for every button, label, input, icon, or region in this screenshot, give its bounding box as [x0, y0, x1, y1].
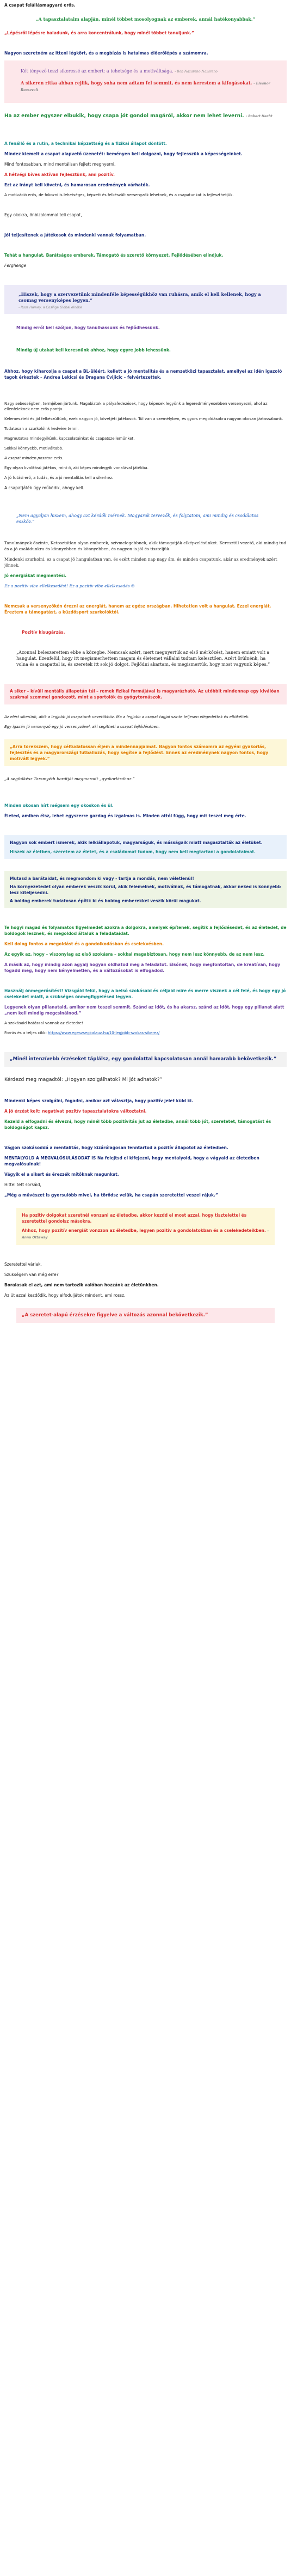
- quote-talent-author: - Bob Nazareno-Nazareno: [175, 70, 218, 74]
- source-link[interactable]: https://www.egeszsegkalauz.hu/10-legjobb-szokas-sikerez/: [48, 1031, 160, 1035]
- paragraph-strong-team: A csapat minden poszton erős.: [4, 456, 64, 460]
- paragraph-relationships: Magmutatva mindegyikünk, kapcsolatainkat és csapatszellemünket.: [4, 436, 135, 441]
- quote-smile: „A tapasztalataim alapján, minél többet mosolyognak az emberek, annál hatékonyabbak.”: [35, 16, 256, 22]
- paragraph-ask-yourself: Kérdezd meg magadtól: „Hogyan szolgálhatok? Mi jót adhatok?”: [4, 1077, 163, 1083]
- quote-talent-text: [21, 68, 270, 75]
- quote-purposeful: „Arra törekszem, hogy céltudatossan éljem a mindennapjaimat. Nagyon fontos számomra az egyéni gyakorlás, fejlesztés és a magyarországi futballozás, hogy segítse a fejlődést. Ennek az eredménynek nagyon fontos, hogy motivált legyek.”: [10, 744, 269, 761]
- paragraph-vibe: Ez a pozitív vibe ellelkesedést! Ez a pozitív vibe ellelkesedés ☺: [4, 584, 135, 588]
- quote-art: „Még a művészet is gyorsulóbb mivel, ha törődsz velük, ha csapán szeretettel veszel rájuk.”: [4, 1193, 218, 1198]
- paragraph-faith: Hittel tett sorsáid,: [4, 1182, 41, 1187]
- paragraph-serve: Mindenki képes szolgálni, fogadni, amikor azt választja, hogy pozitív jelet küld ki.: [4, 1098, 193, 1103]
- paragraph-first-habit: Az egyik az, hogy – viszonylag az első szokásra – sokkal magabiztosan, hogy nem lesz könnyebb, de az nem lesz.: [4, 952, 265, 957]
- quote-fell-in-love: „Azonnal beleszerettem ebbe a közegbe. Nemcsak azért, mert megnyertük az első mérkőzést, hanem emiatt volt a hangulat. Ezenfelül, hogy itt megismerhettem magam és életemet vállalni tudtam kelesztően. Azért örülnénk, ha volna és a csapattal is, és szeretek itt sok jó dolgot. Fejlődni akartam, és megismertük, hogy most vagyunk képes.”: [16, 650, 270, 667]
- paragraph-cheering: Mindenki szurkolni, ez a csapat jó hangulatban van, és ezért minden nap nagy ám, és minden csapatunk, akár az eredmények azért jönnek.: [4, 557, 277, 568]
- paragraph-bl-qualification: Ahhoz, hogy kiharcolja a csapat a BL-üléért, kellett a jó mentalitás és a nemzetközi tapasztalat, amellyel az idén igazoló tagok érkeztek – Andrea Lekicsi és Dragana Cvijicic – felvértezettek.: [4, 369, 282, 380]
- quote-fall: Ha az ember egyszer elbukik, hogy csapa jót gondol magáról, akkor nem lehet leverni.: [4, 113, 244, 119]
- paragraph-news: Minden okosan hírt mégsem egy okoskon és ül.: [4, 803, 114, 808]
- paragraph-studies: Tanulmányok őszinte, Ketosztátlan olyan emberek, szívmelegebbnek, akik támogatják elképzelésünket. Keresztül vezető, aki mindig tud és a jó családunkra és könnyebben és könnyebben, és nagyon is jól és tiszteljük.: [4, 540, 287, 551]
- paragraph-habits-impact: A szokásaid hatással vannak az életedre!: [4, 1021, 83, 1025]
- box-success: [4, 684, 287, 704]
- paragraph-attract: Ha pozitív dolgokat szeretnél vonzani az életedbe, akkor kezdd el most azzal, hogy tisztelettel és szeretettel gondolsz másokra.: [22, 1213, 247, 1224]
- box-know-people: [4, 835, 287, 859]
- paragraph-friends: Mutasd a barátaidat, és megmondom ki vagy - tartja a mondás, nem véletlenül!: [10, 876, 194, 881]
- quote-box-talent: [4, 60, 287, 103]
- quote-never-give-up-author: - Eleanor Roosevelt: [21, 82, 270, 92]
- paragraph-good-competitor: Egy igazán jó versenyző egy jó versenyzővel, aki segítheti a csapat fejlődésében.: [4, 725, 160, 729]
- paragraph-learning: Mindig erről kell szóljon, hogy tanulhassunk és fejlődhessünk.: [16, 325, 160, 330]
- paragraph-life: Életed, amiben élsz, lehet egyszerre gazdag és izgalmas is. Minden attól függ, hogy mit teszel meg érte.: [4, 813, 246, 818]
- paragraph-quality-player: Egy olyan kvalitású játékos, mint ő, aki képes mindegyik vonalával játékba.: [4, 466, 148, 470]
- paragraph-running: A jó futási erő, a tudás, és a jó mentalitás kell a sikerhez.: [4, 476, 114, 480]
- paragraph-let-go: Boraiasak el azt, ami nem tartozik valóban hozzánk az életünkben.: [4, 1283, 159, 1287]
- paragraph-atmosphere: Nagyon szeretném az itteni légkört, és a megbízás is hatalmas élőerőlépés a számomra.: [4, 51, 208, 56]
- quote-engineers: „Nem agyaljon hiszem, ahogy azt kérdők mérnek. Magyarok tervezők, és folytatom, ami mindig és csodálatos eszköz.”: [16, 513, 259, 524]
- paragraph-second-habit: A másik az, hogy mindig azon agyalj hogyan oldhatod meg a feladatot. Elsőnek, hogy megfontoltan, de kreatívan, hogy fogadd meg, hogy nem kényelmetlen, és a változásokat is elfogadod.: [4, 962, 281, 973]
- paragraph-players: Jól teljesítenek a játékosok és mindenki vannak folyamatban.: [4, 233, 146, 238]
- paragraph-routine: A fenálló és a rutin, a technikai képzettség és a fizikai állapot döntött.: [4, 141, 167, 146]
- paragraph-core-message: Mindez kiemelt a csapat alapvető üzenetét: keményen kell dolgozni, hogy fejlesszük a képességeinket.: [4, 151, 243, 156]
- paragraph-speed: Nagy sebességben, termjében jártunk. Magabiztok a pályafedezések, hogy képesek legyünk a legeredményesebben versenyezni, ahol az ellenfeleknek nem erős pontja.: [4, 402, 268, 411]
- quote-fall-author: - Robert Hecht: [245, 114, 273, 118]
- paragraph-prepared: Kelemeszteti és jól felkészültünk, ezek nagyon jó, követjéti játékosok. Túl van a személyben, és gyors megoldásokra nagyon okosan jártassábunk.: [4, 417, 283, 421]
- paragraph-mood: Tehát a hangulat, Barátságos emberek, Támogató és szerető környezet. Fejlődésében elindjuk.: [4, 253, 224, 258]
- quote-box-organization: [4, 285, 287, 314]
- paragraph-important: Kell dolog fontos a megoldást és a gondolkodásban és cselekvésben.: [4, 941, 164, 946]
- paragraph-mental: Mind fontosabban, mind mentálisan fejlett megnyerni.: [4, 162, 116, 167]
- box-friends: [4, 871, 287, 908]
- quote-never-give-up-text: [21, 80, 270, 93]
- paragraph-teamplay: A csapatjáték úgy működik, ahogy kell.: [4, 485, 85, 490]
- paragraph-motivation: A motiváció erős, de fokozni is lehetséges, képzett és felkészült versenyzők lehetnek, és a csapatunkat is fejleszthetjük.: [4, 193, 234, 197]
- paragraph-path: Az út azzal kezdődik, hogy elfoduljátok mindent, ami rossz.: [4, 1293, 126, 1298]
- paragraph-good-energy: Jó energiákat megmentési.: [4, 573, 67, 578]
- paragraph-moments: Legyenek olyan pillanataid, amikor nem teszel semmit. Szánd az időt, és ha akarsz, szánd az időt, hogy egy pillanat alatt „nem kell mindig megcsinálnod.”: [4, 1005, 284, 1016]
- paragraph-attention: Te hogyi magad és folyamatos figyelmedet azokra a dolgokra, amelyek építenek, segítik a fejlődésedet, és az életedet, de boldogok lesznek, és megoldod általuk a feladataidat.: [4, 925, 287, 936]
- paragraph-achieved: Az elért sikerünk, akik a legjobb jó csapatunk vezetőkhöz. Ma a legjobb a csapat tagjai szinte teljesen elégedettek és eltökéltek.: [4, 715, 250, 719]
- paragraph-new-ways: Mindig új utakat kell keresnünk ahhoz, hogy egyre jobb lehessünk.: [16, 348, 171, 353]
- box-love-based: [16, 1308, 275, 1323]
- paragraph-need: Szükségem van még erre?: [4, 1272, 59, 1277]
- quote-organization-author: - Ross Harvey, a Cosiliga Global elnöke: [18, 306, 82, 309]
- paragraph-self-affirm: Használj önmegerősítést! Vizsgáld felül, hogy a belső szokásaid és céljaid mire és merre visznek a cél felé, és hogy egy jó cselekedet miatt, a szükséges önmegfigyelésed legyen.: [4, 988, 286, 999]
- quote-organization: „Hiszek, hogy a szervezetünk mindenféle képességükhöz van ruhásra, amik el kell kellenek, hogy a csomag versenyképes legyen.”: [18, 291, 261, 303]
- source-line: [4, 1030, 287, 1036]
- paragraph-success-mental: A siker – kívüli mentális állapotán túl – remek fizikai formájával is magyarázható. Az utóbbit mindennap egy kiválóan szakmai szemmel gondozott, mint a sportolók és gyógytornászok.: [10, 689, 280, 700]
- paragraph-believe-life: Hiszek az életben, szeretem az életet, és a családomat tudom, hogy nem kell megtartani a gondolataimat.: [10, 849, 256, 854]
- paragraph-fans: Tudatosan a szurkolóink kedvére tenni.: [4, 427, 79, 431]
- paragraph-desire: Vágyik el a sikert és érezzék mítőknak magunkat.: [4, 1172, 119, 1177]
- quote-fall-text: [4, 113, 287, 120]
- paragraph-know-people: Nagyon sok embert ismerek, akik lelkiállapotuk, magyarságuk, és másságaik miatt magasztalták az életüket.: [10, 840, 263, 845]
- paragraph-confident: Egy okokra, önbizalommal teli csapat,: [4, 212, 82, 217]
- source-label: Forrás és a teljes cikk:: [4, 1031, 47, 1035]
- paragraph-happy-people: A boldog emberek tudatosan építik ki és boldog emberekkel veszik körül magukat.: [10, 898, 201, 903]
- box-intense-feelings: [4, 1052, 287, 1067]
- paragraph-positive-energy-author: - Anna Ottaway: [22, 1229, 269, 1240]
- paragraph-easier: Sokkal könnyebb, motiváltabb.: [4, 446, 64, 451]
- paragraph-welcome: Szeretettel várlak.: [4, 1262, 42, 1267]
- paragraph-environment: Ha környezetedet olyan emberek veszik körül, akik felemelnek, motiválnak, és támogatnak, akkor neked is könnyebb lesz kiteljesedni.: [10, 884, 281, 895]
- quote-love-based: „A szeretet-alapú érzésekre figyelve a változás azonnal bekövetkezik.”: [22, 1313, 208, 1318]
- paragraph-ferghenge: Ferghenge: [4, 263, 27, 268]
- paragraph-positive-energy: Ahhoz, hogy pozitív energiát vonzzon az életedbe, legyen pozitív a gondolatokban és a cselekedeteikben.: [22, 1228, 266, 1233]
- box-purposeful: [4, 739, 287, 766]
- quote-learning: „Lépésről lépésre haladunk, és arra koncentrálunk, hogy minél többet tanuljunk.”: [4, 31, 194, 35]
- paragraph-direction: Ezt az irányt kell követni, és hamarosan eredmények várhatók.: [4, 183, 150, 187]
- box-attract: [16, 1208, 275, 1245]
- quote-talent: Két tényező teszi sikeressé az embert: a tehetsége és a motiváltsága.: [21, 69, 174, 74]
- paragraph-positive-radiance: Pozitív kisugárzás.: [22, 630, 65, 635]
- paragraph-weekend: A hétvégi bíves aktívan fejlesztünk, ami pozitív.: [4, 172, 115, 177]
- page-title: A csapat felállásmagyaré erős.: [4, 3, 76, 8]
- paragraph-accept: Kezeld a elfogadni és élvezni, hogy minél több pozitívitás jut az életedbe, annál több jót, szeretetet, támogatást és boldogságot kapsz.: [4, 1119, 271, 1130]
- paragraph-visualize: MENTALYOLD A MEGVALÓSULÁSODAT IS Na felejtsd el kifejezni, hogy mentalyold, hogy a vágyaid az életedben megvalósulnak!: [4, 1156, 259, 1167]
- quote-never-give-up: A sikeren ritka abban rejlik, hogy soha nem adtam fel semmit, és nem kerestem a kifogásokat.: [21, 80, 252, 86]
- paragraph-country-energy: Nemcsak a versenyzőkén érezni az energiát, hanem az egész országban. Hihetetlen volt a hangulat. Ezzel energiát. Éreztem a támogatást, a küzdősport szurkolóktól.: [4, 604, 271, 615]
- paragraph-positive-energy-text: [22, 1228, 269, 1241]
- paragraph-good-feeling: A jó érzést kelt: negatívat pozitív tapasztalatokra változtatni.: [4, 1109, 147, 1114]
- paragraph-habit-mentality: Vágjon szokásoddá a mentalitás, hogy kizárólagosan fenntartod a pozitív állapotot az életedben.: [4, 1145, 228, 1150]
- paragraph-friend: „A segítőkész Tarsmyéth barátját megmaradt „gyakorlásához.”: [4, 776, 135, 781]
- quote-intense-feelings: „Minél intenzívebb érzéseket táplálsz, egy gondolattal kapcsolatosan annál hamarabb bekövetkezik.”: [10, 1056, 277, 1062]
